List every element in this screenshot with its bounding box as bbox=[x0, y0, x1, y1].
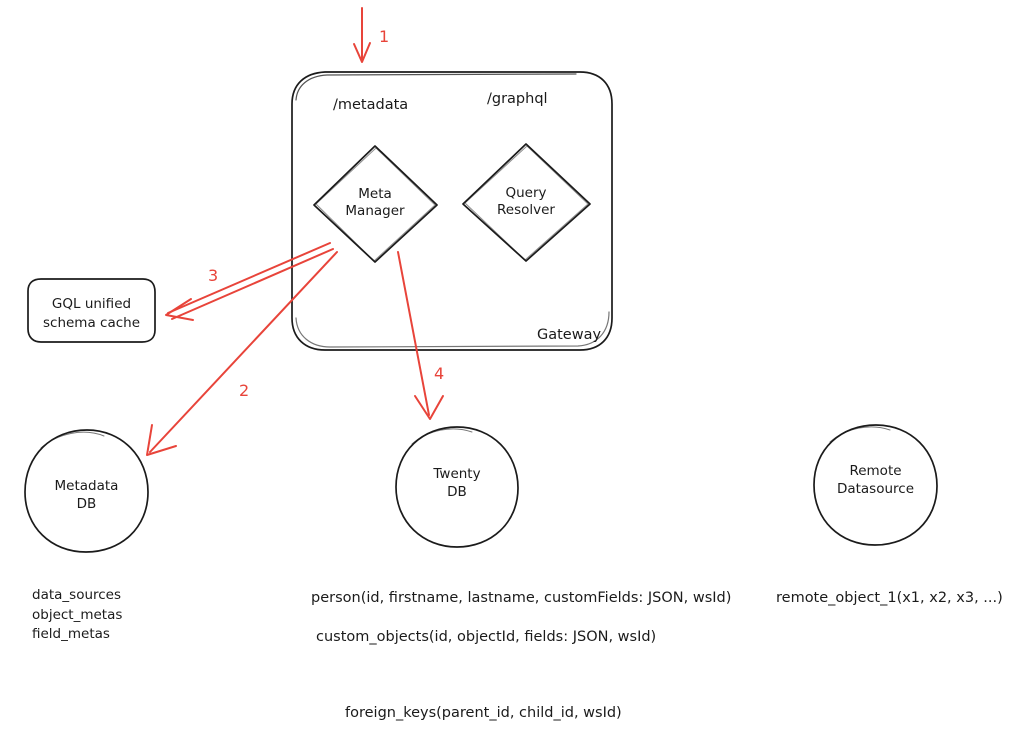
twenty-schema-line-2: custom_objects(id, objectId, fields: JSON, wsId) bbox=[316, 629, 657, 645]
twenty-db-circle-sketch bbox=[412, 429, 472, 444]
metadata-schema-line-1: data_sources bbox=[32, 587, 122, 603]
remote-datasource-label-line2: Datasource bbox=[836, 481, 915, 497]
arrow-4 bbox=[398, 252, 429, 415]
arrow-label-4: 4 bbox=[434, 364, 445, 383]
arrow-label-1: 1 bbox=[379, 27, 390, 46]
arrow-2 bbox=[150, 252, 337, 452]
metadata-db-label-line2: DB bbox=[76, 496, 97, 512]
arrow-label-2: 2 bbox=[239, 381, 250, 400]
arrow-4-head bbox=[415, 396, 443, 419]
arrow-3 bbox=[168, 243, 330, 313]
endpoint-graphql-label: /graphql bbox=[487, 91, 548, 107]
remote-datasource-circle-sketch bbox=[830, 427, 890, 442]
arrow-label-3: 3 bbox=[208, 266, 219, 285]
query-resolver-label-line1: Query bbox=[505, 185, 547, 201]
gateway-label: Gateway bbox=[537, 327, 602, 343]
endpoint-metadata-label: /metadata bbox=[333, 97, 409, 113]
query-resolver-label-line2: Resolver bbox=[497, 202, 555, 218]
gql-cache-label-line2: schema cache bbox=[42, 315, 140, 331]
metadata-db-circle-sketch bbox=[41, 432, 104, 448]
shared-schema-line-1: foreign_keys(parent_id, child_id, wsId) bbox=[345, 705, 622, 721]
twenty-schema-line-1: person(id, firstname, lastname, customFields: JSON, wsId) bbox=[311, 590, 732, 606]
twenty-db-label-line2: DB bbox=[447, 484, 467, 500]
arrow-3-tail bbox=[172, 249, 333, 319]
metadata-schema-line-2: object_metas bbox=[32, 607, 123, 623]
arrow-3-head bbox=[166, 299, 193, 320]
arrow-1-head bbox=[354, 43, 370, 62]
meta-manager-label-line1: Meta bbox=[358, 186, 392, 202]
metadata-db-label-line1: Metadata bbox=[54, 478, 119, 494]
remote-datasource-label-line1: Remote bbox=[849, 463, 902, 479]
remote-schema-line-1: remote_object_1(x1, x2, x3, ...) bbox=[776, 590, 1003, 606]
arrow-2-head bbox=[147, 425, 176, 455]
meta-manager-label-line2: Manager bbox=[345, 203, 405, 219]
twenty-db-label-line1: Twenty bbox=[433, 466, 481, 482]
metadata-schema-line-3: field_metas bbox=[32, 626, 110, 642]
gql-cache-label-line1: GQL unified bbox=[51, 296, 132, 312]
